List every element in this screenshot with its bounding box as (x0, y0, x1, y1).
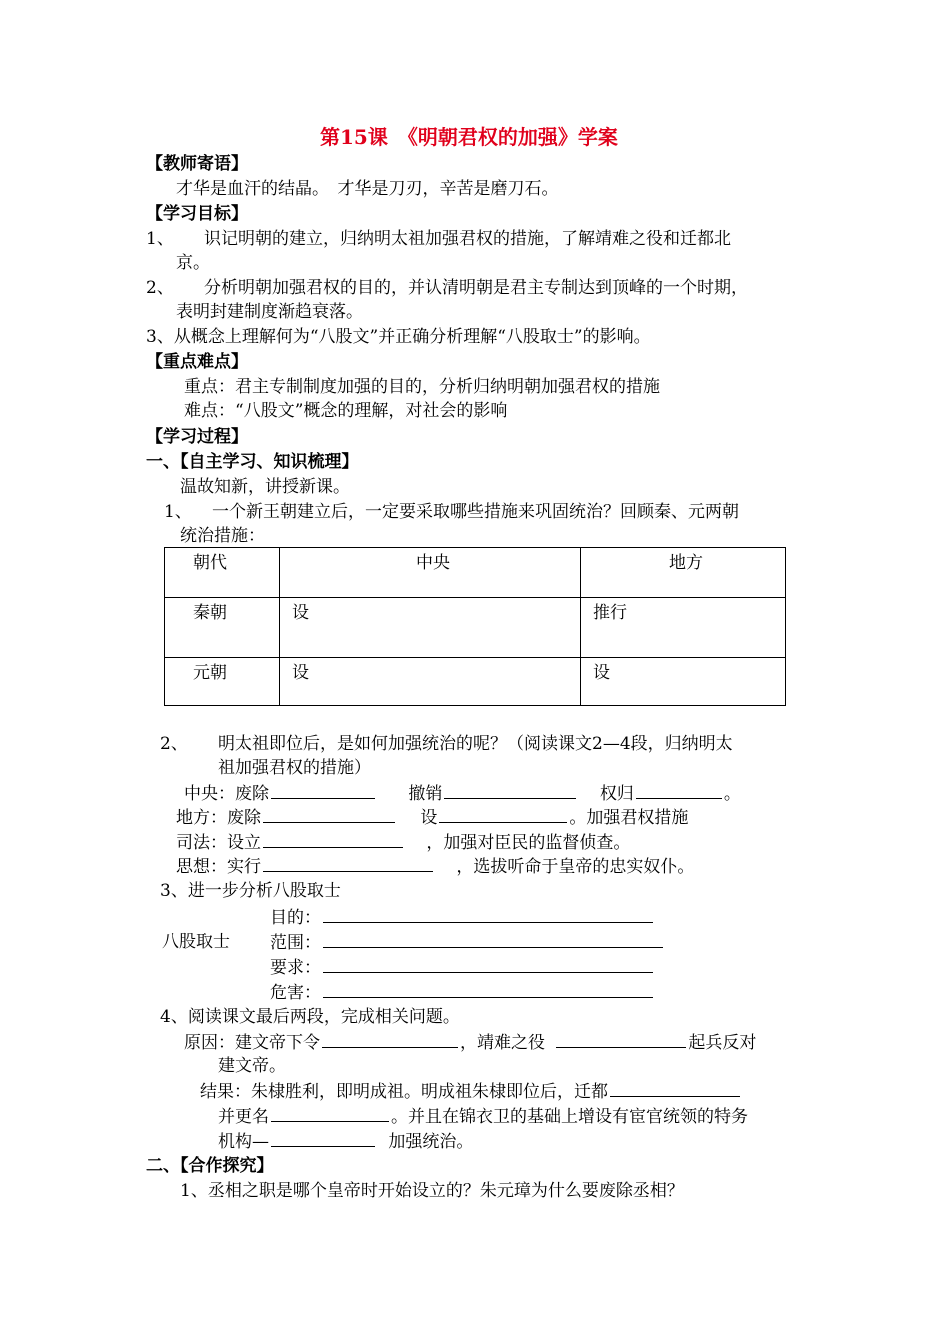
result-line-3 (218, 1130, 473, 1153)
thought-blank[interactable] (263, 855, 433, 872)
central-end: 。 (723, 784, 741, 804)
bagu-harm-blank[interactable] (323, 981, 653, 998)
table-header-dynasty: 朝代 (165, 548, 280, 598)
review-text: 温故知新，讲授新课。 (180, 477, 350, 497)
bagu-harm-line (270, 981, 655, 1004)
key-focus: 重点：君主专制制度加强的目的，分析归纳明朝加强君权的措施 (184, 377, 660, 397)
bagu-scope-label: 范围： (270, 933, 321, 953)
result-agency-label: 机构— (218, 1132, 269, 1152)
local-label: 地方：废除 (176, 808, 261, 828)
central-label: 中央：废除 (184, 784, 269, 804)
cause-blank-1[interactable] (322, 1031, 458, 1048)
judicial-blank[interactable] (263, 831, 403, 848)
question-1-number: 1、 (164, 502, 192, 522)
result-line-2 (218, 1105, 748, 1128)
central-line (184, 782, 741, 805)
cause-cont: 建文帝。 (218, 1056, 286, 1076)
central-mid-label: 撤销 (408, 784, 443, 804)
bagu-purpose-label: 目的： (270, 908, 321, 928)
goal-2-text: 分析明朝加强君权的目的，并认清明朝是君主专制达到顶峰的一个时期， (204, 278, 748, 298)
goal-3-text: 3、从概念上理解何为“八股文”并正确分析理解“八股取士”的影响。 (146, 327, 651, 347)
result-blank-3[interactable] (271, 1130, 375, 1147)
table-cell-central: 设 (280, 658, 581, 706)
bagu-require-label: 要求： (270, 958, 321, 978)
bagu-harm-label: 危害： (270, 983, 321, 1003)
result-line (200, 1080, 742, 1103)
cause-line (184, 1031, 756, 1054)
table-cell-local: 设 (581, 658, 786, 706)
table-row (165, 658, 786, 706)
question-2-number: 2、 (160, 734, 188, 754)
section-1-heading: 一、【自主学习、知识梳理】 (146, 452, 359, 472)
section-2-heading: 二、【合作探究】 (146, 1156, 274, 1176)
thought-label: 思想：实行 (176, 857, 261, 877)
cause-label: 原因：建文帝下令 (184, 1033, 320, 1053)
page-title: 第15课 《明朝君权的加强》学案 (320, 125, 618, 149)
local-blank-1[interactable] (263, 806, 395, 823)
goal-1-text-cont: 京。 (176, 253, 210, 273)
table-cell-dynasty: 元朝 (165, 658, 280, 706)
central-blank-1[interactable] (271, 782, 375, 799)
result-blank-2[interactable] (271, 1105, 389, 1122)
key-heading: 【重点难点】 (146, 352, 248, 372)
question-3-text: 3、进一步分析八股取士 (160, 881, 341, 901)
table-cell-central: 设 (280, 598, 581, 658)
question-2-text-cont: 祖加强君权的措施） (218, 758, 371, 778)
table-header-local: 地方 (581, 548, 786, 598)
bagu-require-line (270, 956, 655, 979)
key-difficulty: 难点：“八股文”概念的理解，对社会的影响 (184, 401, 508, 421)
coop-question-1: 1、丞相之职是哪个皇帝时开始设立的？朱元璋为什么要废除丞相？ (180, 1181, 684, 1201)
cause-mid: ，靖难之役 (460, 1033, 545, 1053)
teacher-text: 才华是血汗的结晶。 才华是刀刃，辛苦是磨刀石。 (176, 179, 559, 199)
bagu-scope-blank[interactable] (323, 931, 663, 948)
local-line (176, 806, 688, 829)
cause-blank-2[interactable] (556, 1031, 686, 1048)
table-cell-dynasty: 秦朝 (165, 598, 280, 658)
question-1-text: 一个新王朝建立后，一定要采取哪些措施来巩固统治？回顾秦、元两朝 (212, 502, 739, 522)
table-header-row (165, 548, 786, 598)
judicial-end: ，加强对臣民的监督侦查。 (426, 833, 631, 853)
question-2-text: 明太祖即位后，是如何加强统治的呢？（阅读课文2—4段，归纳明太 (218, 734, 733, 754)
process-heading: 【学习过程】 (146, 427, 248, 447)
table-cell-local: 推行 (581, 598, 786, 658)
central-blank-3[interactable] (636, 782, 722, 799)
local-end: 。加强君权措施 (569, 808, 689, 828)
table-header-central: 中央 (280, 548, 581, 598)
result-label: 结果：朱棣胜利，即明成祖。明成祖朱棣即位后，迁都 (200, 1082, 608, 1102)
dynasty-table (164, 547, 786, 706)
result-blank-1[interactable] (610, 1080, 740, 1097)
teacher-heading: 【教师寄语】 (146, 154, 248, 174)
result-rename-label: 并更名 (218, 1107, 269, 1127)
bagu-purpose-blank[interactable] (323, 906, 653, 923)
bagu-require-blank[interactable] (323, 956, 653, 973)
central-blank-2[interactable] (444, 782, 576, 799)
bagu-label: 八股取士 (162, 932, 230, 952)
thought-end: ，选拔听命于皇帝的忠实奴仆。 (456, 857, 695, 877)
result-rename-end: 。并且在锦衣卫的基础上增设有宦官统领的特务 (391, 1107, 748, 1127)
bagu-scope-line (270, 931, 665, 954)
local-blank-2[interactable] (439, 806, 567, 823)
question-1-text-cont: 统治措施： (180, 526, 265, 546)
goal-1-number: 1、 (146, 229, 174, 249)
judicial-label: 司法：设立 (176, 833, 261, 853)
cause-end: 起兵反对 (688, 1033, 757, 1053)
bagu-purpose-line (270, 906, 655, 929)
goal-2-text-cont: 表明封建制度渐趋衰落。 (176, 302, 363, 322)
table-row (165, 598, 786, 658)
goal-1-text: 识记明朝的建立，归纳明太祖加强君权的措施，了解靖难之役和迁都北 (204, 229, 731, 249)
judicial-line (176, 831, 630, 854)
thought-line (176, 855, 694, 878)
local-mid-label: 设 (420, 808, 438, 828)
question-4-text: 4、阅读课文最后两段，完成相关问题。 (160, 1007, 460, 1027)
result-agency-end: 加强统治。 (388, 1132, 474, 1152)
goal-2-number: 2、 (146, 278, 174, 298)
goals-heading: 【学习目标】 (146, 204, 248, 224)
central-end-label: 权归 (599, 784, 634, 804)
